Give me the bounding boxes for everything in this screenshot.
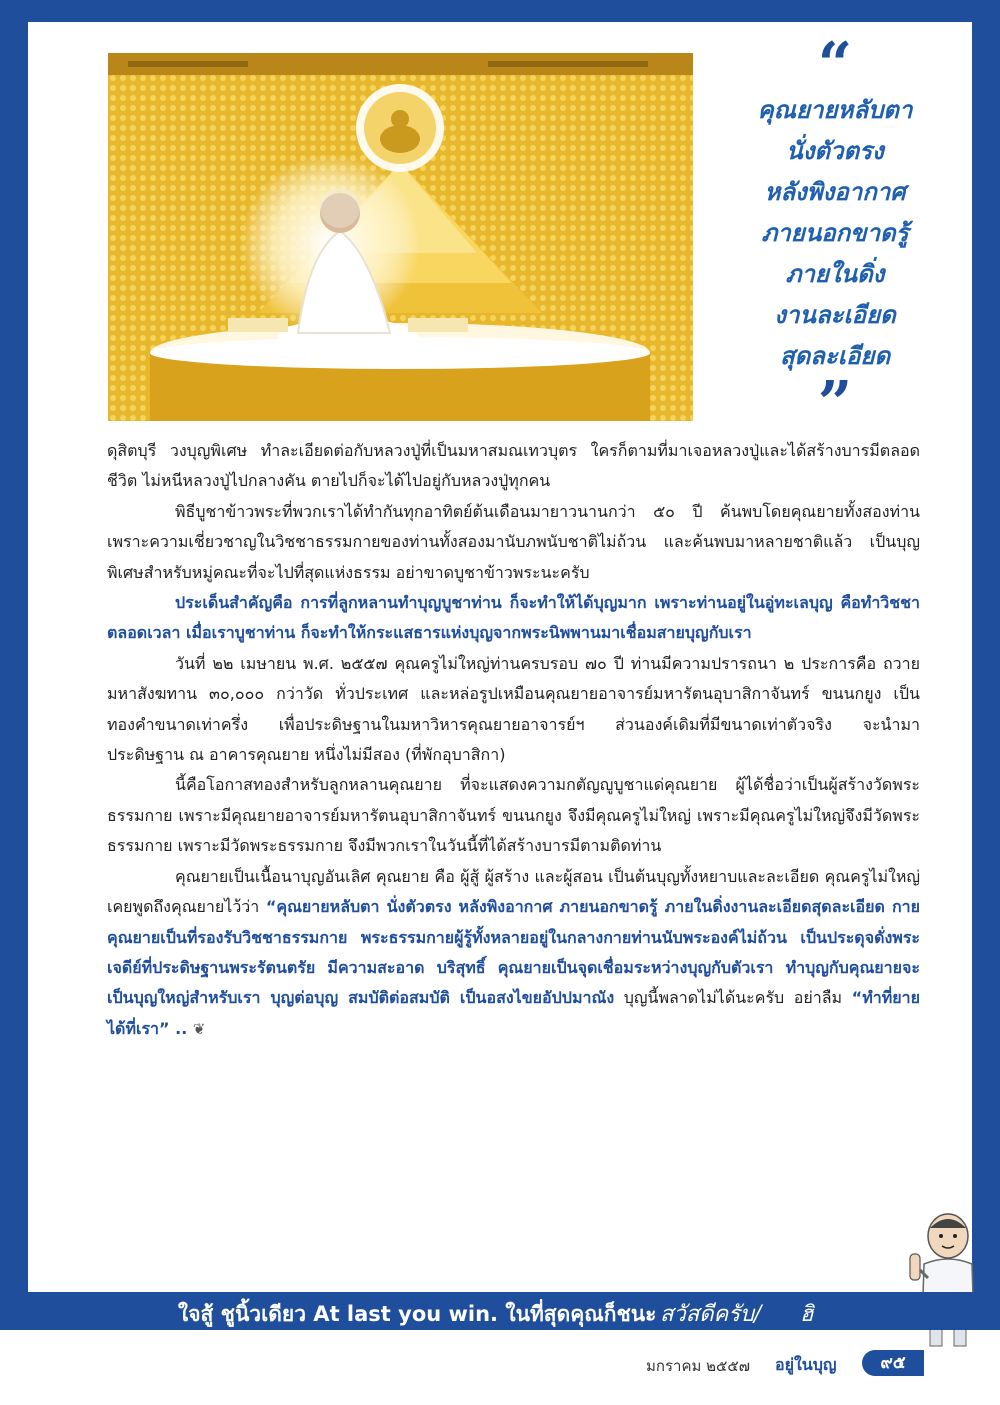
signature: สวัสดีครับ/: [660, 1302, 762, 1327]
paragraph: นี้คือโอกาสทองสำหรับลูกหลานคุณยาย ที่จะแสดงความกตัญญูบูชาแด่คุณยาย ผู้ได้ชื่อว่าเป็นผู้สร้างวัดพระธรรมกาย เพราะมีคุณยายอาจารย์มหารัตนอุบาสิกาจันทร์ ขนนกยูง จึงมีคุณครูไม่ใหญ่ เพราะมีคุณครูไม่ใหญ่จึงมีวัดพระธรรมกาย เพราะมีวัดพระธรรมกาย จึงมีพวกเราในวันนี้ที่ได้สร้างบารมีตามติดท่าน: [107, 775, 920, 856]
quote-line: ภายในดิ่ง: [785, 260, 885, 288]
quote-line: นั่งตัวตรง: [786, 137, 884, 165]
quote-line: ภายนอกขาดรู้: [761, 219, 909, 247]
page-number: ๙๕: [862, 1350, 924, 1376]
issue-date: มกราคม ๒๕๕๗: [646, 1357, 751, 1375]
banner-slogan: ใจสู้ ชูนิ้วเดียว At last you win. ในที่สุดคุณก็ชนะ: [178, 1302, 657, 1326]
open-quote-mark: “: [817, 30, 853, 100]
paragraph-text: บุญนี้พลาดไม่ได้นะครับ อย่าลืม: [614, 988, 852, 1008]
paragraph: พิธีบูชาข้าวพระที่พวกเราได้ทำกันทุกอาทิตย์ต้นเดือนมายาวนานกว่า ๕๐ ปี ค้นพบโดยคุณยายทั้งสองท่าน เพราะความเชี่ยวชาญในวิชชาธรรมกายของท่านทั้งสองมานับภพนับชาติไม่ถ้วน และค้นพบมาหลายชาติแล้ว เป็นบุญพิเศษสำหรับหมู่คณะที่จะไปที่สุดแห่งธรรม อย่าขาดบูชาข้าวพระนะครับ: [107, 501, 920, 582]
page-frame-right: [972, 0, 1000, 1330]
article-body: [107, 436, 920, 1044]
quoted-teaching: “คุณยายหลับตา นั่งตัวตรง หลังพิงอากาศ ภายนอกขาดรู้ ภายในดิ่งงานละเอียดสุดละเอียด กายคุณยายเป็นที่รองรับวิชชาธรรมกาย พระธรรมกายผู้รู้ทั้งหลายอยู่ในกลางกายท่านนับพระองค์ไม่ถ้วน เป็นประดุจดั่งพระเจดีย์ที่ประดิษฐานพระรัตนตรัย มีความสะอาด บริสุทธิ์ คุณยายเป็นจุดเชื่อมระหว่างบุญกับตัวเรา ทำบุญกับคุณยายจะเป็นบุญใหญ่สำหรับเรา บุญต่อบุญ สมบัติต่อสมบัติ เป็นอสงไขยอัปปมาณัง: [107, 897, 920, 1008]
page-frame-top: [0, 0, 1000, 22]
page-frame-left: [0, 0, 28, 1330]
paragraph-text: ..: [169, 1018, 193, 1038]
quote-line: งานละเอียด: [774, 301, 896, 329]
close-quote-mark: ”: [817, 369, 853, 439]
pull-quote: [700, 30, 970, 439]
highlight-paragraph: ประเด็นสำคัญคือ การที่ลูกหลานทำบุญบูชาท่าน ก็จะทำให้ได้บุญมาก เพราะท่านอยู่ในอู่ทะเลบุญ คือทำวิชชาตลอดเวลา เมื่อเราบูชาท่าน ก็จะทำให้กระแสธารแห่งบุญจากพระนิพพานมาเชื่อมสายบุญกับเรา: [107, 593, 920, 643]
paragraph-text: คุณยายเป็นเนื้อนาบุญอันเลิศ คุณยาย คือ ผู้สู้ ผู้สร้าง และผู้สอน เป็นต้นบุญทั้งหยาบและละเอียด คุณครูไม่ใหญ่เคยพูดถึงคุณยายไว้ว่า: [107, 866, 920, 917]
magazine-name: อยู่ในบุญ: [775, 1355, 837, 1374]
paragraph: ดุสิตบุรี วงบุญพิเศษ ทำละเอียดต่อกับหลวงปู่ที่เป็นมหาสมณเทวบุตร ใครก็ตามที่มาเจอหลวงปู่และได้สร้างบารมีตลอดชีวิต ไม่หนีหลวงปู่ไปกลางคัน ตายไปก็จะได้ไปอยู่กับหลวงปู่ทุกคน: [107, 441, 920, 491]
closing-slogan: “ทำที่ยาย ได้ที่เรา”: [107, 988, 920, 1038]
meditation-photo: [108, 53, 693, 421]
paragraph: [107, 862, 920, 1044]
paragraph: วันที่ ๒๒ เมษายน พ.ศ. ๒๕๕๗ คุณครูไม่ใหญ่ท่านครบรอบ ๗๐ ปี ท่านมีความปรารถนา ๒ ประการคือ ถวายมหาสังฆทาน ๓๐,๐๐๐ กว่าวัด ทั่วประเทศ และหล่อรูปเหมือนคุณยายอาจารย์มหารัตนอุบาสิกาจันทร์ ขนนกยูง เป็นทองคำขนาดเท่าครึ่ง เพื่อประดิษฐานในมหาวิหารคุณยายอาจารย์ฯ ส่วนองค์เดิมที่มีขนาดเท่าตัวจริง จะนำมาประดิษฐาน ณ อาคารคุณยาย หนึ่งไม่มีสอง (ที่พักอุบาสิกา): [107, 653, 920, 765]
quote-line: คุณยายหลับตา: [757, 96, 913, 124]
signature-mark: ฮิ: [800, 1302, 814, 1327]
quote-line: หลังพิงอากาศ: [764, 178, 906, 206]
leaf-icon: ❦: [192, 1019, 206, 1038]
slogan-banner: [0, 1292, 1000, 1330]
quote-line: สุดละเอียด: [779, 342, 891, 370]
